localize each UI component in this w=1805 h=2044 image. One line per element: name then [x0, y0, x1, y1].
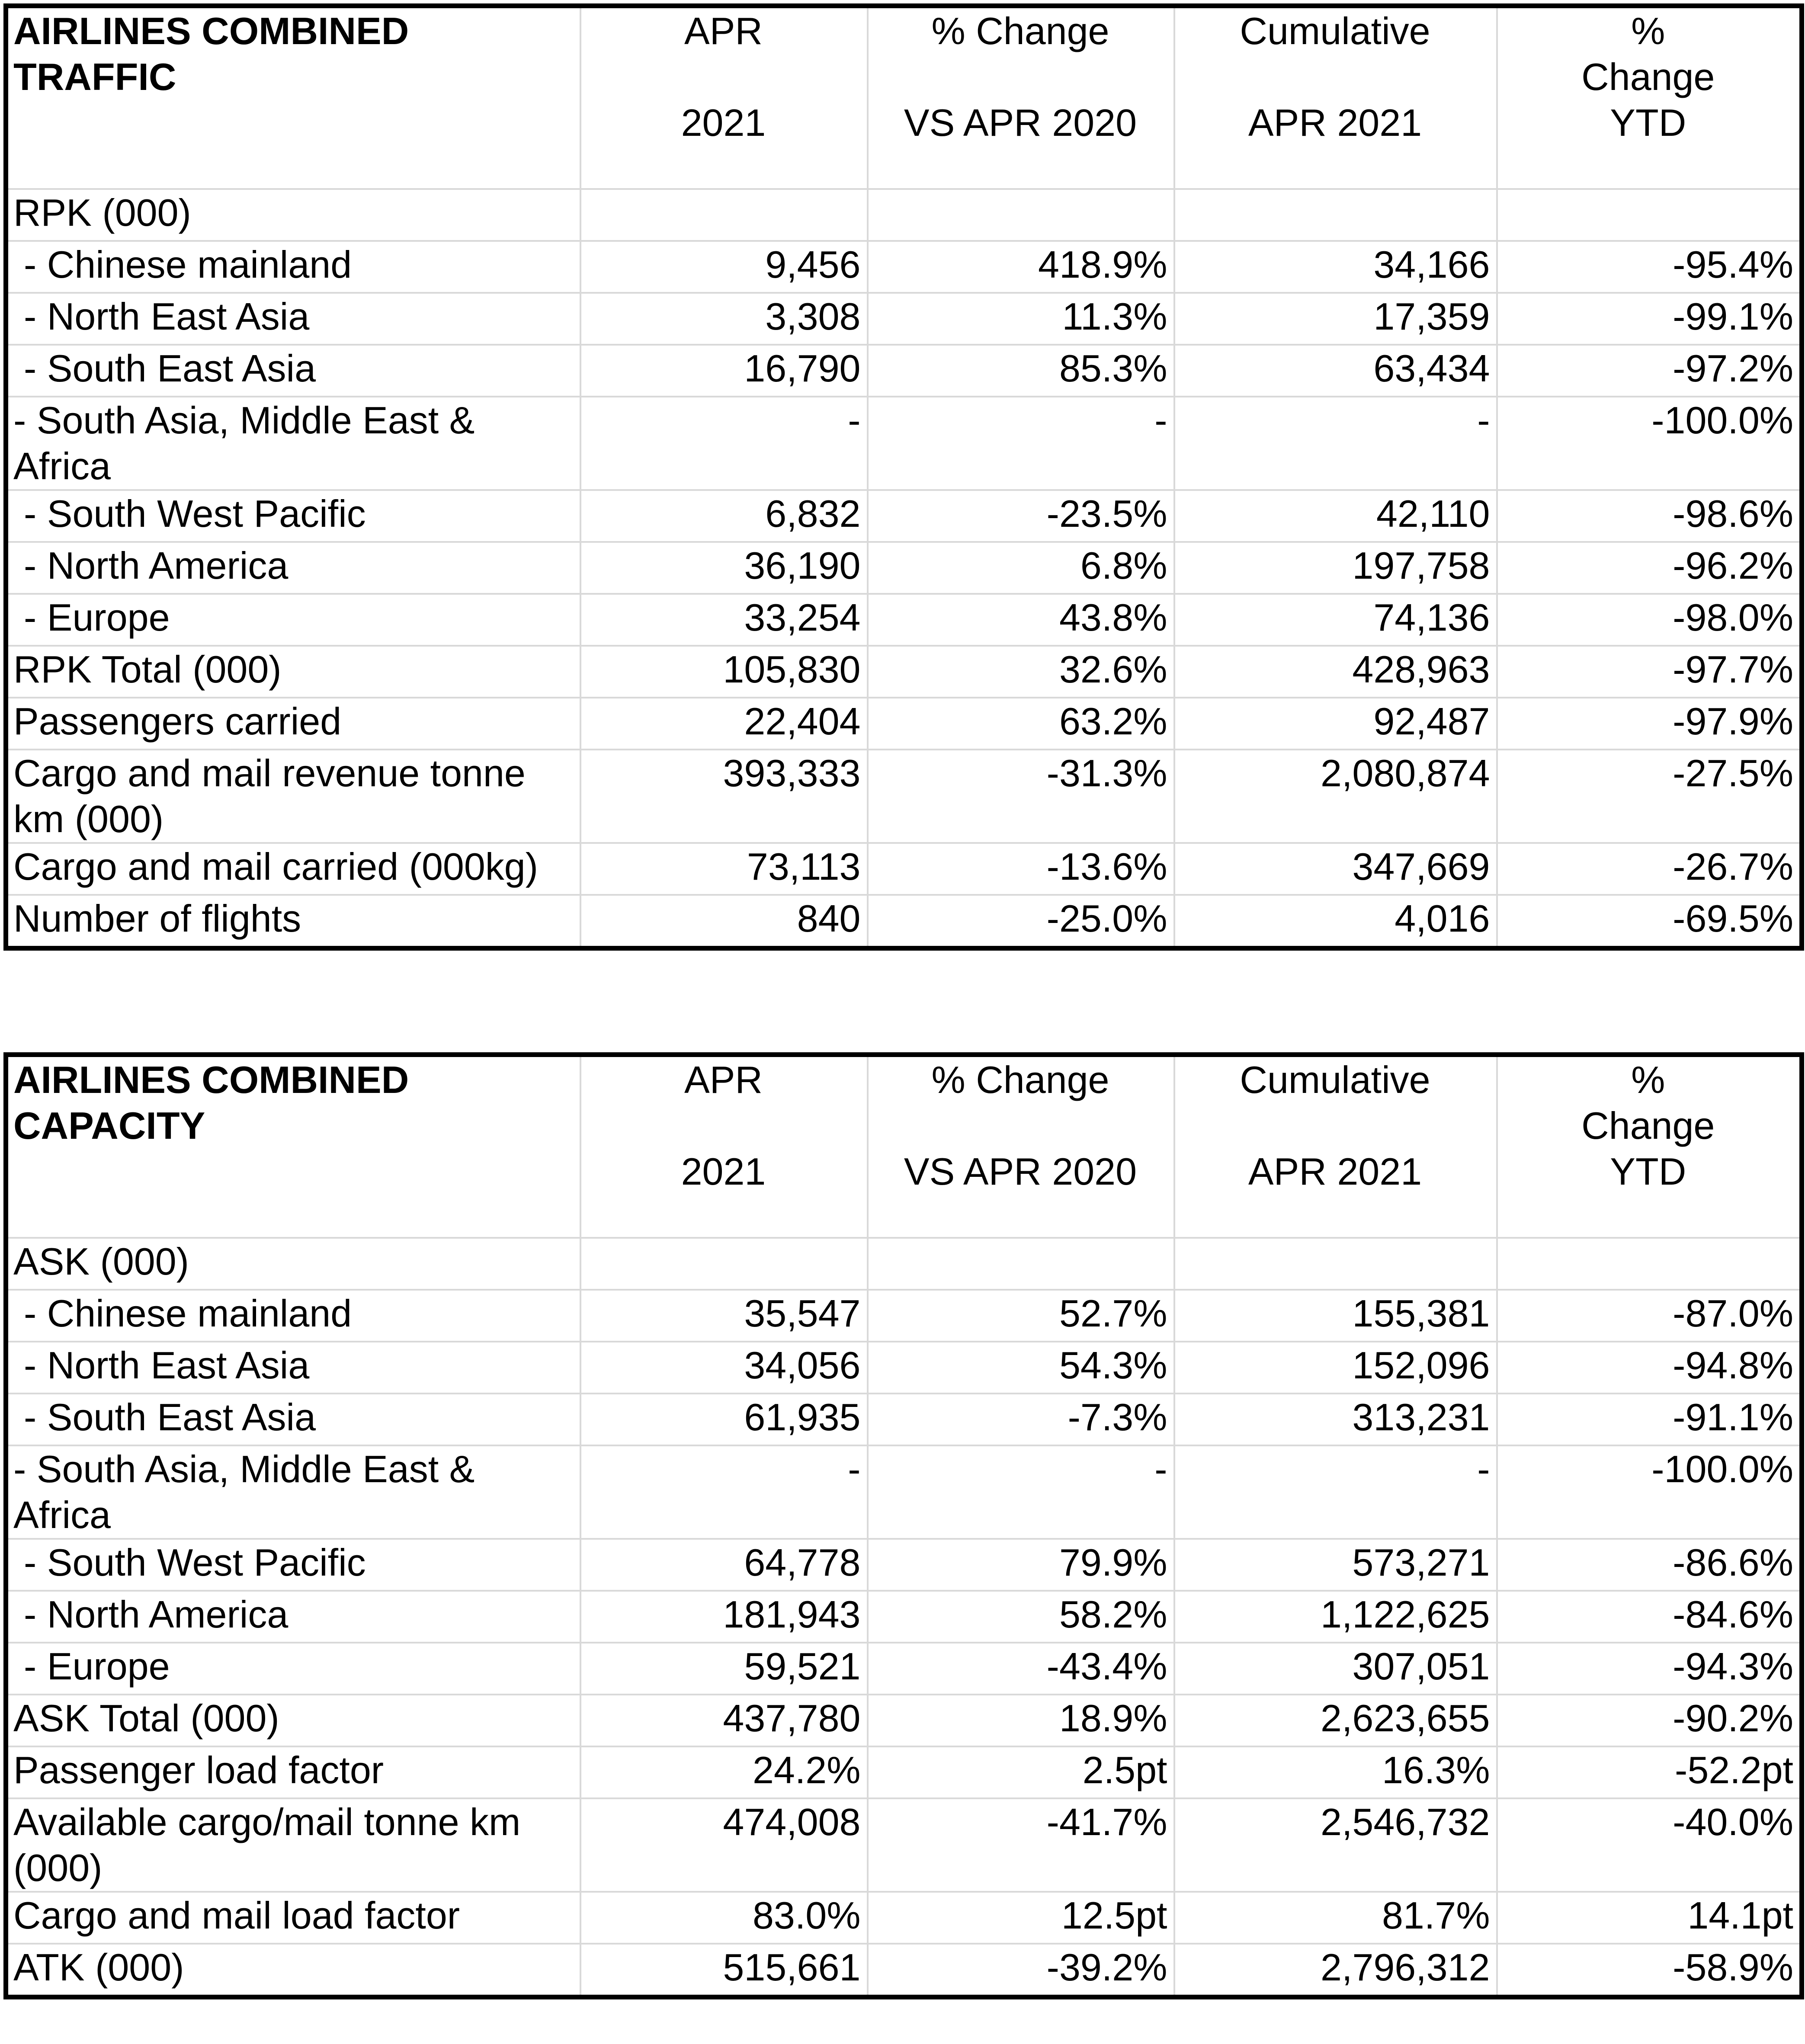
cell-change-vs-apr-2020: -23.5%	[868, 490, 1174, 542]
cell-change-ytd: -90.2%	[1497, 1695, 1802, 1746]
cell-change-ytd: -69.5%	[1497, 895, 1802, 948]
cell-change-ytd: -40.0%	[1497, 1798, 1802, 1892]
cell-change-ytd: -84.6%	[1497, 1591, 1802, 1643]
cell-change-vs-apr-2020: -31.3%	[868, 750, 1174, 843]
cell-change-ytd: -91.1%	[1497, 1394, 1802, 1445]
row-label: Number of flights	[6, 895, 580, 948]
table-row	[6, 698, 1802, 750]
header-line: Change	[1581, 1104, 1715, 1147]
cell-cumulative-apr-2021: -	[1174, 397, 1497, 490]
table-row	[6, 1445, 1802, 1539]
table-header-row	[6, 6, 1802, 189]
cell-change-vs-apr-2020: 6.8%	[868, 542, 1174, 594]
cell-change-ytd: -98.6%	[1497, 490, 1802, 542]
cell-change-ytd: -86.6%	[1497, 1539, 1802, 1591]
row-label: - North America	[6, 1591, 580, 1643]
table-row	[6, 1342, 1802, 1394]
table-row	[6, 397, 1802, 490]
cell-cumulative-apr-2021: 347,669	[1174, 843, 1497, 895]
col-header-cumulative	[1174, 6, 1497, 189]
header-line: %	[1631, 1058, 1665, 1101]
table-row	[6, 1539, 1802, 1591]
cell-change-vs-apr-2020: 11.3%	[868, 293, 1174, 345]
row-label: - South East Asia	[6, 345, 580, 397]
cell-change-vs-apr-2020: 32.6%	[868, 646, 1174, 698]
row-label: - Europe	[6, 594, 580, 646]
cell-change-ytd: -52.2pt	[1497, 1746, 1802, 1798]
cell-cumulative-apr-2021: 4,016	[1174, 895, 1497, 948]
header-top: Cumulative	[1240, 10, 1430, 52]
cell-cumulative-apr-2021: 152,096	[1174, 1342, 1497, 1394]
cell-cumulative-apr-2021: 17,359	[1174, 293, 1497, 345]
cell-change-vs-apr-2020: -	[868, 397, 1174, 490]
header-top: % Change	[931, 1058, 1109, 1101]
cell-change-vs-apr-2020: 58.2%	[868, 1591, 1174, 1643]
cell-change-ytd: -100.0%	[1497, 1445, 1802, 1539]
empty-cell	[1497, 189, 1802, 241]
title-line-2: TRAFFIC	[13, 55, 176, 98]
table-row	[6, 1798, 1802, 1892]
table-row	[6, 895, 1802, 948]
table-header-row	[6, 1055, 1802, 1238]
cell-change-ytd: -97.2%	[1497, 345, 1802, 397]
cell-change-vs-apr-2020: -43.4%	[868, 1643, 1174, 1695]
capacity-table	[3, 1052, 1804, 1999]
cell-cumulative-apr-2021: 1,122,625	[1174, 1591, 1497, 1643]
table-row	[6, 843, 1802, 895]
cell-change-vs-apr-2020: 2.5pt	[868, 1746, 1174, 1798]
cell-apr-2021: 393,333	[580, 750, 868, 843]
header-bottom: 2021	[681, 1150, 766, 1193]
cell-change-vs-apr-2020: 63.2%	[868, 698, 1174, 750]
row-label: RPK Total (000)	[6, 646, 580, 698]
row-label: - South East Asia	[6, 1394, 580, 1445]
cell-change-vs-apr-2020: 79.9%	[868, 1539, 1174, 1591]
cell-apr-2021: 35,547	[580, 1290, 868, 1342]
cell-change-ytd: -96.2%	[1497, 542, 1802, 594]
row-label: ATK (000)	[6, 1944, 580, 1997]
cell-change-vs-apr-2020: -41.7%	[868, 1798, 1174, 1892]
table-row	[6, 646, 1802, 698]
table-row	[6, 1290, 1802, 1342]
cell-change-vs-apr-2020: 18.9%	[868, 1695, 1174, 1746]
cell-change-ytd: -98.0%	[1497, 594, 1802, 646]
cell-change-vs-apr-2020: 43.8%	[868, 594, 1174, 646]
cell-cumulative-apr-2021: 573,271	[1174, 1539, 1497, 1591]
cell-change-ytd: -97.9%	[1497, 698, 1802, 750]
cell-change-ytd: -97.7%	[1497, 646, 1802, 698]
empty-cell	[868, 1238, 1174, 1290]
cell-apr-2021: 24.2%	[580, 1746, 868, 1798]
header-line: YTD	[1610, 1150, 1686, 1193]
cell-change-ytd: -100.0%	[1497, 397, 1802, 490]
cell-change-vs-apr-2020: -7.3%	[868, 1394, 1174, 1445]
row-label: Passenger load factor	[6, 1746, 580, 1798]
cell-cumulative-apr-2021: 428,963	[1174, 646, 1497, 698]
col-header-change	[868, 6, 1174, 189]
row-label: - North America	[6, 542, 580, 594]
empty-cell	[1174, 189, 1497, 241]
col-header-change	[868, 1055, 1174, 1238]
cell-change-vs-apr-2020: 52.7%	[868, 1290, 1174, 1342]
header-bottom: APR 2021	[1248, 101, 1422, 144]
row-label: Cargo and mail revenue tonne km (000)	[6, 750, 580, 843]
cell-apr-2021: 22,404	[580, 698, 868, 750]
cell-change-vs-apr-2020: 85.3%	[868, 345, 1174, 397]
header-bottom: VS APR 2020	[904, 101, 1137, 144]
table-row	[6, 1643, 1802, 1695]
header-bottom: APR 2021	[1248, 1150, 1422, 1193]
cell-cumulative-apr-2021: 81.7%	[1174, 1892, 1497, 1944]
cell-change-ytd: -26.7%	[1497, 843, 1802, 895]
cell-apr-2021: 59,521	[580, 1643, 868, 1695]
cell-change-vs-apr-2020: 418.9%	[868, 241, 1174, 293]
col-header-cumulative	[1174, 1055, 1497, 1238]
table-row	[6, 345, 1802, 397]
cell-apr-2021: 3,308	[580, 293, 868, 345]
row-label: - North East Asia	[6, 293, 580, 345]
cell-apr-2021: -	[580, 397, 868, 490]
empty-cell	[1174, 1238, 1497, 1290]
cell-change-vs-apr-2020: -25.0%	[868, 895, 1174, 948]
section-row	[6, 1238, 1802, 1290]
row-label: - South West Pacific	[6, 1539, 580, 1591]
table-row	[6, 542, 1802, 594]
cell-change-ytd: -94.8%	[1497, 1342, 1802, 1394]
section-row	[6, 189, 1802, 241]
cell-change-ytd: -95.4%	[1497, 241, 1802, 293]
cell-cumulative-apr-2021: 2,796,312	[1174, 1944, 1497, 1997]
empty-cell	[868, 189, 1174, 241]
cell-change-ytd: -99.1%	[1497, 293, 1802, 345]
row-label: Cargo and mail carried (000kg)	[6, 843, 580, 895]
cell-cumulative-apr-2021: 155,381	[1174, 1290, 1497, 1342]
cell-cumulative-apr-2021: 2,623,655	[1174, 1695, 1497, 1746]
cell-change-ytd: 14.1pt	[1497, 1892, 1802, 1944]
cell-apr-2021: 105,830	[580, 646, 868, 698]
header-line: YTD	[1610, 101, 1686, 144]
header-top: % Change	[931, 10, 1109, 52]
cell-change-vs-apr-2020: 12.5pt	[868, 1892, 1174, 1944]
header-top: APR	[684, 1058, 763, 1101]
table-row	[6, 293, 1802, 345]
cell-apr-2021: 83.0%	[580, 1892, 868, 1944]
cell-apr-2021: 36,190	[580, 542, 868, 594]
capacity-body	[6, 1290, 1802, 1997]
cell-change-vs-apr-2020: -13.6%	[868, 843, 1174, 895]
cell-apr-2021: 16,790	[580, 345, 868, 397]
cell-apr-2021: 6,832	[580, 490, 868, 542]
title-line-2: CAPACITY	[13, 1104, 205, 1147]
cell-apr-2021: 840	[580, 895, 868, 948]
header-top: Cumulative	[1240, 1058, 1430, 1101]
cell-apr-2021: 181,943	[580, 1591, 868, 1643]
cell-apr-2021: 9,456	[580, 241, 868, 293]
header-bottom: 2021	[681, 101, 766, 144]
table-title	[6, 6, 580, 189]
empty-cell	[580, 1238, 868, 1290]
cell-change-vs-apr-2020: -39.2%	[868, 1944, 1174, 1997]
cell-apr-2021: 33,254	[580, 594, 868, 646]
cell-apr-2021: 34,056	[580, 1342, 868, 1394]
cell-change-ytd: -27.5%	[1497, 750, 1802, 843]
table-row	[6, 1746, 1802, 1798]
cell-cumulative-apr-2021: 307,051	[1174, 1643, 1497, 1695]
cell-cumulative-apr-2021: 197,758	[1174, 542, 1497, 594]
cell-apr-2021: -	[580, 1445, 868, 1539]
title-line-1: AIRLINES COMBINED	[13, 1058, 409, 1101]
header-line: %	[1631, 10, 1665, 52]
cell-cumulative-apr-2021: 74,136	[1174, 594, 1497, 646]
section-label: ASK (000)	[6, 1238, 580, 1290]
header-top: APR	[684, 10, 763, 52]
cell-change-vs-apr-2020: 54.3%	[868, 1342, 1174, 1394]
cell-cumulative-apr-2021: -	[1174, 1445, 1497, 1539]
table-row	[6, 1944, 1802, 1997]
row-label: Passengers carried	[6, 698, 580, 750]
cell-cumulative-apr-2021: 34,166	[1174, 241, 1497, 293]
table-row	[6, 241, 1802, 293]
table-row	[6, 1892, 1802, 1944]
row-label: - North East Asia	[6, 1342, 580, 1394]
cell-cumulative-apr-2021: 2,080,874	[1174, 750, 1497, 843]
cell-change-vs-apr-2020: -	[868, 1445, 1174, 1539]
cell-cumulative-apr-2021: 313,231	[1174, 1394, 1497, 1445]
traffic-body	[6, 241, 1802, 948]
col-header-apr	[580, 1055, 868, 1238]
table-title	[6, 1055, 580, 1238]
cell-cumulative-apr-2021: 16.3%	[1174, 1746, 1497, 1798]
cell-apr-2021: 64,778	[580, 1539, 868, 1591]
row-label: - South West Pacific	[6, 490, 580, 542]
table-row	[6, 750, 1802, 843]
cell-change-ytd: -87.0%	[1497, 1290, 1802, 1342]
col-header-ytd	[1497, 1055, 1802, 1238]
traffic-table	[3, 3, 1804, 951]
empty-cell	[1497, 1238, 1802, 1290]
cell-cumulative-apr-2021: 42,110	[1174, 490, 1497, 542]
cell-change-ytd: -94.3%	[1497, 1643, 1802, 1695]
row-label: - Chinese mainland	[6, 241, 580, 293]
table-row	[6, 1394, 1802, 1445]
row-label: - Europe	[6, 1643, 580, 1695]
col-header-ytd	[1497, 6, 1802, 189]
title-line-1: AIRLINES COMBINED	[13, 10, 409, 52]
table-row	[6, 490, 1802, 542]
row-label: - South Asia, Middle East & Africa	[6, 1445, 580, 1539]
empty-cell	[580, 189, 868, 241]
cell-cumulative-apr-2021: 63,434	[1174, 345, 1497, 397]
table-row	[6, 594, 1802, 646]
cell-apr-2021: 61,935	[580, 1394, 868, 1445]
col-header-apr	[580, 6, 868, 189]
row-label: Available cargo/mail tonne km (000)	[6, 1798, 580, 1892]
row-label: - Chinese mainland	[6, 1290, 580, 1342]
cell-apr-2021: 474,008	[580, 1798, 868, 1892]
cell-cumulative-apr-2021: 92,487	[1174, 698, 1497, 750]
header-bottom: VS APR 2020	[904, 1150, 1137, 1193]
cell-change-ytd: -58.9%	[1497, 1944, 1802, 1997]
row-label: - South Asia, Middle East & Africa	[6, 397, 580, 490]
section-label: RPK (000)	[6, 189, 580, 241]
table-row	[6, 1695, 1802, 1746]
row-label: ASK Total (000)	[6, 1695, 580, 1746]
row-label: Cargo and mail load factor	[6, 1892, 580, 1944]
cell-apr-2021: 515,661	[580, 1944, 868, 1997]
header-line: Change	[1581, 55, 1715, 98]
table-row	[6, 1591, 1802, 1643]
cell-cumulative-apr-2021: 2,546,732	[1174, 1798, 1497, 1892]
cell-apr-2021: 73,113	[580, 843, 868, 895]
cell-apr-2021: 437,780	[580, 1695, 868, 1746]
